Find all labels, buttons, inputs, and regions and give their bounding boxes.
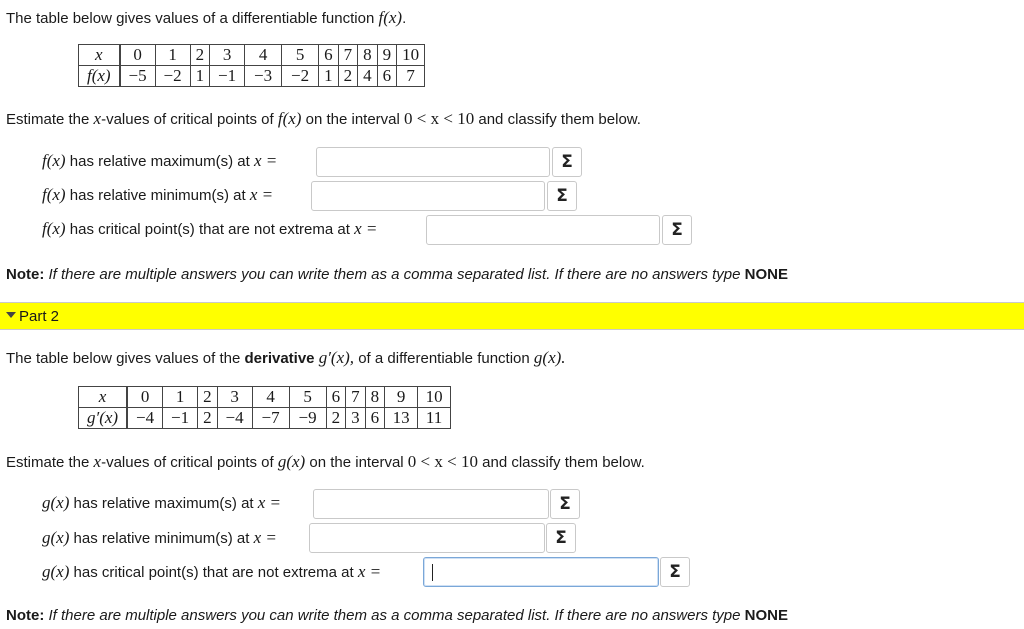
part2-note: Note: If there are multiple answers you can write them as a comma separated list. If there are no answers type NONE <box>6 607 789 624</box>
table-cell: 3 <box>217 387 252 408</box>
part2-min-label: g(x) has relative minimum(s) at x = <box>42 528 277 547</box>
table-cell: 13 <box>385 408 418 429</box>
part1-note: Note: If there are multiple answers you can write them as a comma separated list. If there are no answers type NONE <box>6 266 789 283</box>
part2-header[interactable] <box>0 302 1024 330</box>
table-cell: −5 <box>120 66 156 87</box>
table-header-fx: f(x) <box>79 66 120 87</box>
table-header-x: x <box>79 387 128 408</box>
part1-max-label: f(x) has relative maximum(s) at x = <box>42 151 278 170</box>
part2-values-table <box>78 386 451 429</box>
table-cell: 10 <box>397 45 425 66</box>
part2-estimate-text: Estimate the x-values of critical points of g(x) on the interval 0 < x < 10 and classify them below. <box>6 452 645 471</box>
part2-nonextrema-sigma-button[interactable]: Σ <box>660 557 690 587</box>
part2-max-input[interactable] <box>313 489 549 519</box>
part1-estimate-text: Estimate the x-values of critical points of f(x) on the interval 0 < x < 10 and classify them below. <box>6 109 641 128</box>
table-cell: 6 <box>326 387 346 408</box>
part1-max-input[interactable] <box>316 147 550 177</box>
table-cell: 6 <box>319 45 339 66</box>
table-cell: 7 <box>346 387 366 408</box>
part2-nonextrema-input[interactable] <box>423 557 659 587</box>
table-cell: 4 <box>245 45 282 66</box>
table-header-gpx: g′(x) <box>79 408 128 429</box>
table-cell: 1 <box>190 66 210 87</box>
table-cell: 2 <box>326 408 346 429</box>
table-cell: −1 <box>163 408 198 429</box>
table-cell: 6 <box>365 408 385 429</box>
table-cell: 6 <box>377 66 397 87</box>
table-row <box>79 408 451 429</box>
part2-nonextrema-label: g(x) has critical point(s) that are not extrema at x = <box>42 562 382 581</box>
table-cell: 9 <box>377 45 397 66</box>
part1-intro-fx: f(x) <box>378 8 403 27</box>
table-header-x: x <box>79 45 120 66</box>
table-cell: −1 <box>210 66 245 87</box>
table-cell: 0 <box>127 387 163 408</box>
table-cell: 2 <box>198 408 218 429</box>
table-cell: 7 <box>397 66 425 87</box>
table-cell: 8 <box>365 387 385 408</box>
table-cell: −4 <box>127 408 163 429</box>
part2-intro: The table below gives values of the derivative g′(x), of a differentiable function g(x). <box>6 348 566 367</box>
table-cell: 0 <box>120 45 156 66</box>
table-cell: 2 <box>338 66 358 87</box>
table-cell: 4 <box>358 66 378 87</box>
table-cell: 10 <box>418 387 451 408</box>
table-cell: 3 <box>210 45 245 66</box>
table-cell: 5 <box>282 45 319 66</box>
table-cell: 1 <box>163 387 198 408</box>
part1-nonextrema-label: f(x) has critical point(s) that are not extrema at x = <box>42 219 378 238</box>
part2-max-label: g(x) has relative maximum(s) at x = <box>42 493 282 512</box>
part2-header-label: Part 2 <box>19 308 60 325</box>
table-cell: 9 <box>385 387 418 408</box>
table-row <box>79 387 451 408</box>
table-row <box>79 66 425 87</box>
part1-nonextrema-input[interactable] <box>426 215 660 245</box>
table-cell: −9 <box>289 408 326 429</box>
table-cell: 2 <box>190 45 210 66</box>
table-cell: 2 <box>198 387 218 408</box>
table-cell: −2 <box>155 66 190 87</box>
table-cell: 1 <box>155 45 190 66</box>
part1-nonextrema-sigma-button[interactable]: Σ <box>662 215 692 245</box>
part1-values-table <box>78 44 425 87</box>
table-cell: 3 <box>346 408 366 429</box>
table-cell: −4 <box>217 408 252 429</box>
table-cell: −2 <box>282 66 319 87</box>
text-caret <box>432 564 433 581</box>
table-cell: 11 <box>418 408 451 429</box>
part1-min-label: f(x) has relative minimum(s) at x = <box>42 185 274 204</box>
table-cell: −3 <box>245 66 282 87</box>
part1-min-sigma-button[interactable]: Σ <box>547 181 577 211</box>
table-cell: 8 <box>358 45 378 66</box>
part1-min-input[interactable] <box>311 181 545 211</box>
part2-min-input[interactable] <box>309 523 545 553</box>
table-cell: 1 <box>319 66 339 87</box>
table-cell: 7 <box>338 45 358 66</box>
part1-intro: The table below gives values of a differentiable function f(x). <box>6 8 407 27</box>
part2-max-sigma-button[interactable]: Σ <box>550 489 580 519</box>
collapse-triangle-icon[interactable] <box>6 312 16 318</box>
part2-min-sigma-button[interactable]: Σ <box>546 523 576 553</box>
part1-max-sigma-button[interactable]: Σ <box>552 147 582 177</box>
table-cell: 5 <box>289 387 326 408</box>
table-cell: 4 <box>252 387 289 408</box>
table-row <box>79 45 425 66</box>
table-cell: −7 <box>252 408 289 429</box>
